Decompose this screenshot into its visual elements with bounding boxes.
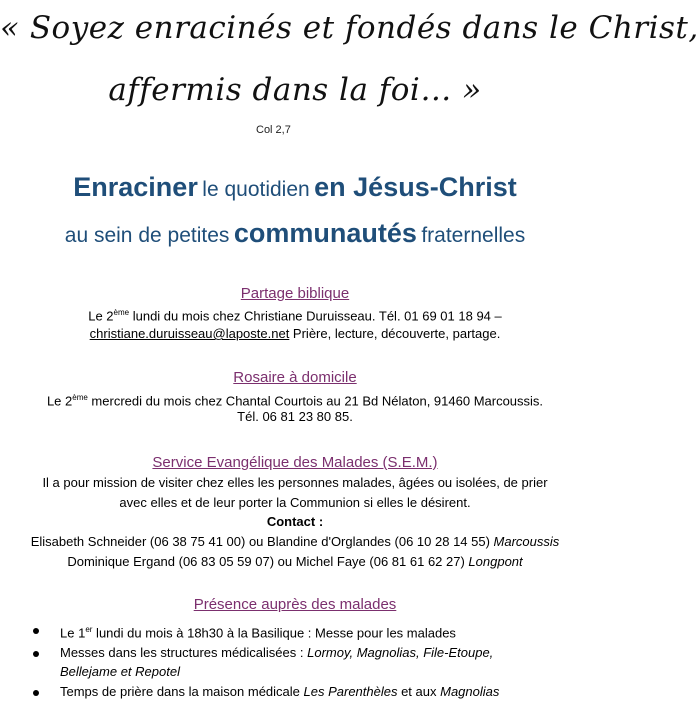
headline-word-quotidien: le quotidien bbox=[202, 178, 310, 201]
rosaire-line-2: Tél. 06 81 23 80 85. bbox=[237, 409, 353, 424]
bullet-icon bbox=[33, 651, 39, 657]
quote-line-2: affermis dans la foi… » bbox=[108, 72, 482, 108]
bullet-icon bbox=[33, 628, 39, 634]
headline-line-2 bbox=[0, 218, 590, 249]
section-title-presence: Présence auprès des malades bbox=[193, 596, 397, 613]
presence-bullet-3: Temps de prière dans la maison médicale Les Parenthèles et aux Magnolias bbox=[60, 684, 500, 699]
sem-line-2: avec elles et de leur porter la Communion si elles le désirent. bbox=[119, 495, 471, 510]
section-title-partage: Partage biblique bbox=[240, 285, 350, 302]
email-link[interactable]: christiane.duruisseau@laposte.net bbox=[89, 326, 290, 341]
sem-contact-label: Contact : bbox=[266, 514, 324, 529]
bullet-icon bbox=[33, 690, 39, 696]
headline-line-1 bbox=[0, 172, 590, 203]
presence-bullet-2: Messes dans les structures médicalisées : Lormoy, Magnolias, File-Etoupe, bbox=[60, 645, 494, 660]
presence-bullet-2-cont: Bellejame et Repotel bbox=[60, 664, 180, 679]
partage-line-2: christiane.duruisseau@laposte.net Prière, lecture, découverte, partage. bbox=[89, 326, 501, 341]
rosaire-line-1: Le 2ème mercredi du mois chez Chantal Courtois au 21 Bd Nélaton, 91460 Marcoussis. bbox=[46, 393, 544, 409]
sem-contact-2: Dominique Ergand (06 83 05 59 07) ou Michel Faye (06 81 61 62 27) Longpont bbox=[67, 554, 523, 569]
sem-contact-1: Elisabeth Schneider (06 38 75 41 00) ou Blandine d'Orglandes (06 10 28 14 55) Marcoussis bbox=[30, 534, 560, 549]
section-title-sem: Service Evangélique des Malades (S.E.M.) bbox=[152, 454, 438, 471]
headline-word-jesus-christ: en Jésus-Christ bbox=[314, 172, 517, 202]
headline-word-communautes: communautés bbox=[233, 218, 417, 248]
partage-line-1: Le 2ème lundi du mois chez Christiane Duruisseau. Tél. 01 69 01 18 94 – bbox=[88, 308, 502, 324]
quote-reference: Col 2,7 bbox=[256, 124, 291, 136]
headline-word-fraternelles: fraternelles bbox=[421, 224, 526, 247]
headline-word-au-sein: au sein de petites bbox=[64, 224, 230, 247]
presence-bullet-1: Le 1er lundi du mois à 18h30 à la Basilique : Messe pour les malades bbox=[60, 625, 456, 641]
quote-line-1: « Soyez enracinés et fondés dans le Christ, bbox=[0, 10, 699, 46]
headline-word-enraciner: Enraciner bbox=[73, 172, 198, 202]
sem-line-1: Il a pour mission de visiter chez elles les personnes malades, âgées ou isolées, de prier bbox=[42, 475, 548, 490]
section-title-rosaire: Rosaire à domicile bbox=[233, 369, 357, 386]
